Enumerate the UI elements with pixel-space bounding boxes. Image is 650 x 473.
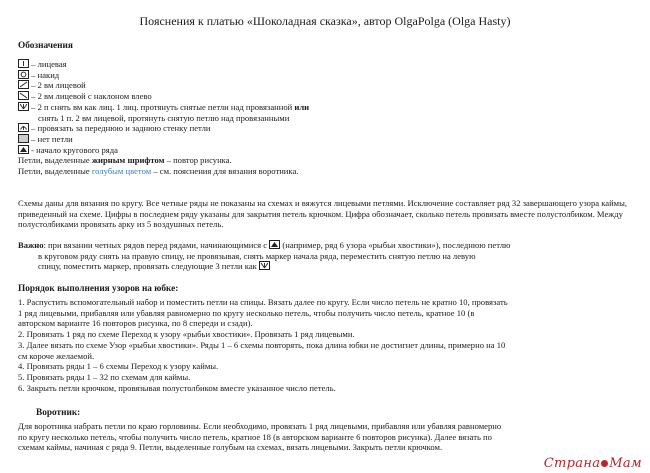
page-title: Пояснения к платью «Шоколадная сказка», автор OlgaPolga (Olga Hasty)	[139, 14, 511, 28]
skirt-step-line: 5. Провязать ряды 1 – 32 по схемам для каймы.	[18, 371, 191, 382]
legend-item-front-back: – провязать за переднюю и заднюю стенку петли	[18, 123, 638, 134]
legend-item-round-start: - начало кругового ряда	[18, 145, 638, 156]
collar-line: Для воротника набрать петли по краю горловины. Если необходимо, провязать 1 ряд лицевыми, прибавляя или убавляя равномерно	[18, 421, 502, 431]
legend-note-bold: Петли, выделенные жирным шрифтом – повтор рисунка.	[18, 155, 232, 166]
skirt-step-line: 2. Провязать 1 ряд по схеме Переход к узору «рыбьи хвостики». Провязать 1 ряд лицевыми.	[18, 329, 355, 340]
legend-item-k2tog-left: – 2 вм лицевой с наклоном влево	[18, 91, 638, 102]
legend-item-knit: – лицевая	[18, 59, 638, 70]
intro-paragraph: Схемы даны для вязания по кругу. Все четные ряды не показаны на схемах и вяжутся лицевыми петлями. Исключение составляет ряд 32 завершающего узора каймы, приведенный на схеме. Цифры в последнем ряду указаны для закрытия петель крючком. Цифра обозначает, сколько петель провязать вместе полустолбиком. Между полустолбиками провязать арку из 5 воздушных петель.	[18, 198, 628, 230]
k2tog-icon	[18, 80, 29, 89]
skirt-heading: Порядок выполнения узоров на юбке:	[18, 284, 179, 294]
double-decrease-icon	[259, 261, 270, 270]
skirt-step-line: 3. Далее вязать по схеме Узор «рыбьи хвостики». Ряды 1 – 6 схемы повторять, пока длина юбки не достигнет длины, примерно на 10	[18, 339, 506, 350]
watermark-dot-icon	[601, 460, 608, 467]
collar-line: схемам каймы, начиная с ряда 9. Петли, выделенные голубым на схемах, вязать лицевыми. Закрыть петли крючком.	[18, 442, 443, 453]
skirt-step-line: авторском варианте 16 повторов рисунка, по 8 спереди и сзади).	[18, 318, 253, 329]
legend-item-no-stitch: – нет петли	[18, 134, 638, 145]
no-stitch-icon	[18, 134, 29, 143]
skirt-step-line: 1. Распустить вспомогательный набор и поместить петли на спицы. Вязать далее по кругу. Если число петель не кратно 10, провязать	[18, 297, 508, 307]
skirt-step-line: 1 ряд лицевыми, прибавляя или убавляя равномерно по кругу несколько петель, чтобы получить число петель, кратное 10 (в	[18, 307, 475, 318]
legend-item-double-decrease-cont: снять 1 п. 2 вм лицевой, протянуть снятую петлю над провязанными	[38, 112, 290, 123]
k2tog-left-icon	[18, 91, 29, 100]
legend-heading: Обозначения	[18, 41, 73, 51]
round-start-icon	[269, 240, 280, 249]
knit-stitch-icon	[18, 59, 29, 68]
legend-item-yarn-over: – накид	[18, 70, 638, 81]
watermark-logo: Страна Мам	[543, 456, 642, 471]
legend-list	[18, 59, 638, 177]
front-back-icon	[18, 123, 29, 132]
double-decrease-icon	[18, 102, 29, 111]
legend-item-k2tog: – 2 вм лицевой	[18, 80, 638, 91]
legend-item-double-decrease: – 2 п снять вм как лиц. 1 лиц. протянуть снятые петли над провязанной или	[18, 102, 638, 113]
collar-text	[18, 421, 638, 453]
legend-note-blue: Петли, выделенные голубым цветом – см. пояснения для вязания воротника.	[18, 166, 299, 177]
collar-heading: Воротник:	[36, 408, 81, 418]
yarn-over-icon	[18, 70, 29, 79]
skirt-step-line: 4. Провязать ряды 1 – 6 схемы Переход к узору каймы.	[18, 361, 219, 372]
skirt-step-line: 6. Закрыть петли крючком, провязывая полустолбиком вместе указанное число петель.	[18, 382, 336, 393]
round-start-icon	[18, 145, 29, 154]
important-label: Важно	[18, 240, 44, 250]
important-note: Важно: при вязании четных рядов перед рядами, начинающимися с (например, ряд 6 узора «рыбьи хвостики»), последнюю петлю в круговом ряду снять на правую спицу, не провязывая, снять маркер начала ряда, переместить снятую петлю на левую спицу, поместить маркер, провязать следующие 3 петли как	[18, 240, 511, 272]
collar-line: по кругу несколько петель, чтобы получить число петель, кратное 18 (в авторском варианте 6 повторов рисунка). Далее вязать по	[18, 431, 492, 442]
skirt-steps	[18, 297, 638, 393]
skirt-step-line: см короче желаемой.	[18, 350, 95, 361]
